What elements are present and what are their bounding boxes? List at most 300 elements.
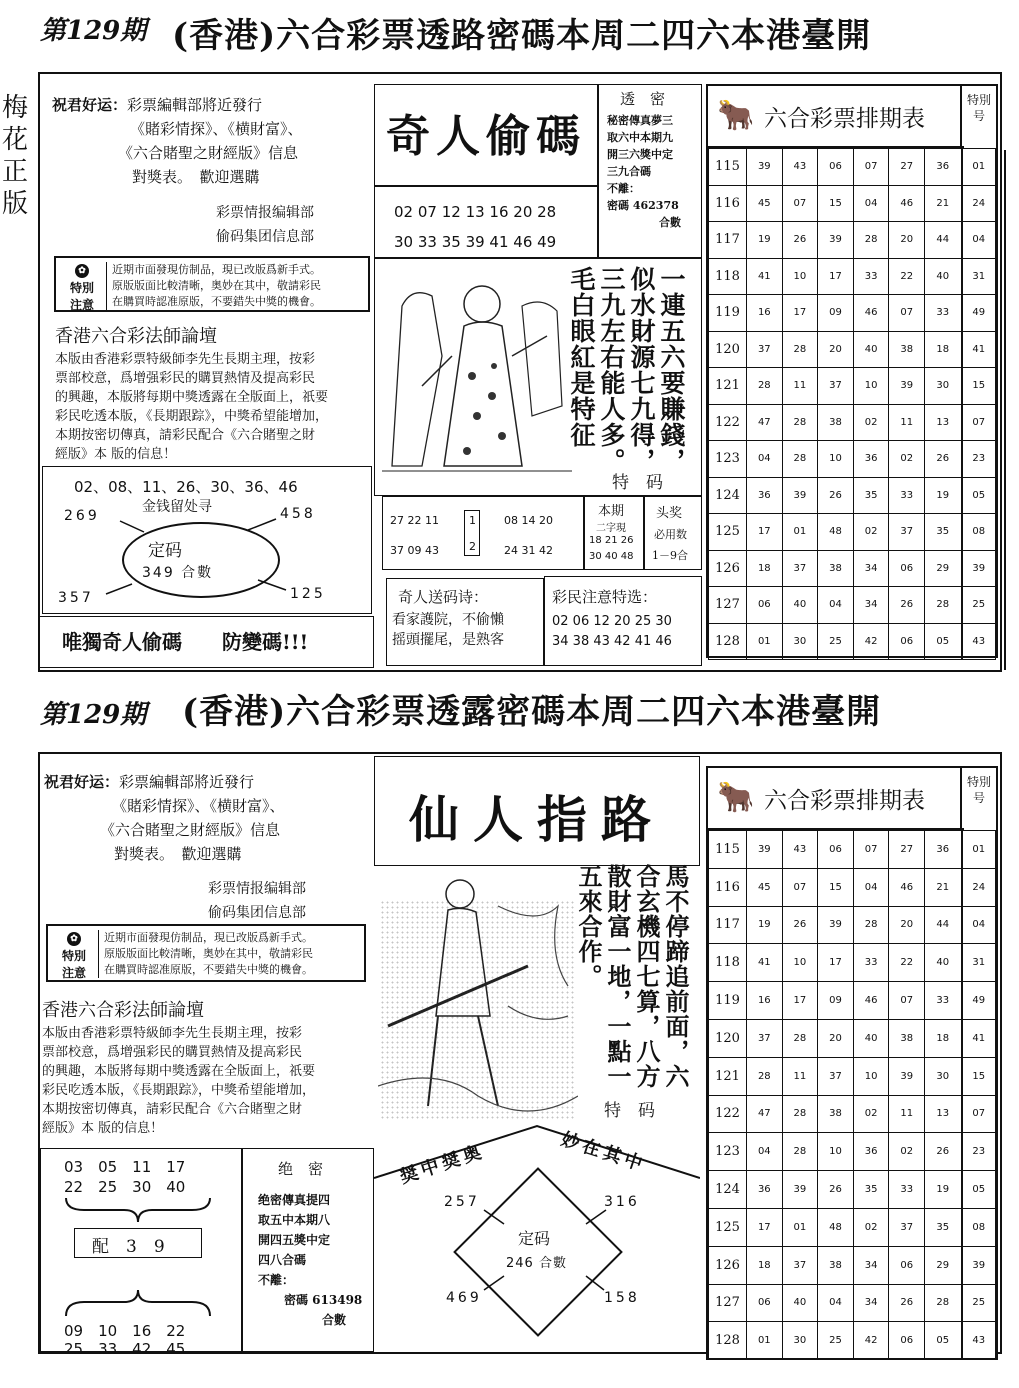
issue-cell: 119 [709,982,747,1020]
number-cell: 02 [889,441,925,478]
special-cell: 31 [962,944,996,982]
number-cell: 40 [853,331,889,368]
number-cell: 17 [747,514,783,551]
issue-cell: 118 [709,944,747,982]
page-title-bottom: (香港)六合彩票透露密碼本周二四六本港臺開 [182,692,882,732]
draw-row [709,331,996,368]
number-cell: 28 [782,1095,818,1133]
number-cell: 17 [747,1208,783,1246]
corner-num-bl: 357 [58,590,94,606]
notice-box-bottom: ✿ 特別 注意 近期市面發現仿制品，現已改版爲新手式。 原版版面比較清晰，奥妙在其中，敬請彩民 在購買時認准原版，不要錯失中獎的機會。 [46,924,366,982]
number-cell: 36 [853,1133,889,1171]
number-cell: 36 [925,831,962,869]
issue-cell: 117 [709,222,747,259]
number-cell: 04 [747,441,783,478]
special-cell: 07 [962,1095,996,1133]
notice-box: ✿ 特別 注意 近期市面發現仿制品，現已改版爲新手式。 原版版面比較清晰，奥妙在其中，敬請彩民 在購買時認准原版，不要錯失中獎的機會。 [54,256,370,312]
ox-logo-icon: 🐂 [717,780,755,815]
special-cell: 24 [962,185,996,222]
number-cell: 40 [853,1019,889,1057]
ox-logo-icon: 🐂 [717,98,755,133]
number-cell: 36 [747,477,783,514]
number-cell: 33 [853,258,889,295]
number-cell: 18 [747,1246,783,1284]
number-cell: 36 [925,149,962,186]
number-cell: 38 [818,1095,854,1133]
group-a-row2: 22 25 30 40 [64,1178,186,1196]
mini-right-1: 08 14 20 [504,514,553,527]
number-cell: 16 [747,982,783,1020]
number-cell: 06 [889,1322,925,1360]
issue-cell: 123 [709,1133,747,1171]
special-cell: 49 [962,982,996,1020]
number-cell: 40 [782,1284,818,1322]
number-cell: 39 [782,1171,818,1209]
draw-row [709,149,996,186]
notice-badge: ✿ 特別 注意 [69,266,94,312]
number-cell: 17 [818,258,854,295]
number-cell: 18 [925,1019,962,1057]
this-period-sub: 二字現 [596,523,626,534]
number-cell: 06 [889,1246,925,1284]
draw-row [709,222,996,259]
special-cell: 23 [962,1133,996,1171]
fixed-label: 定码 [148,541,182,561]
number-cell: 37 [747,1019,783,1057]
number-cell: 37 [889,1208,925,1246]
wish-block-bottom: 祝君好运：彩票編輯部將近發行 《賭彩情探》、《横財富》、 《六合賭聖之財經版》信息 對獎表。 歡迎選購 [44,773,285,863]
draw-row [709,185,996,222]
match-numbers: 配 3 9 [92,1237,165,1257]
number-cell: 11 [782,368,818,405]
number-cell: 34 [853,1246,889,1284]
number-cell: 38 [889,331,925,368]
number-cell: 19 [925,477,962,514]
special-cell: 24 [962,868,996,906]
this-period-title: 本期 [598,504,625,519]
number-cell: 26 [889,587,925,624]
number-cell: 07 [889,295,925,332]
special-cell: 41 [962,331,996,368]
number-cell: 28 [782,331,818,368]
number-cell: 19 [747,222,783,259]
draw-row [709,477,996,514]
number-cell: 06 [889,623,925,660]
center-numbers-row2: 30 33 35 39 41 46 49 [394,233,557,251]
number-cell: 40 [782,587,818,624]
number-cell: 13 [925,1095,962,1133]
special-cell: 39 [962,550,996,587]
number-cell: 33 [889,477,925,514]
credit-editorial: 彩票情报编辑部 [216,205,314,221]
corner-num-bottom-tr: 316 [604,1194,640,1210]
number-cell: 41 [747,258,783,295]
number-cell: 28 [925,1284,962,1322]
head-prize-sub: 必用数 [654,528,687,541]
number-cell: 33 [889,1171,925,1209]
number-cell: 41 [747,944,783,982]
number-cell: 04 [853,185,889,222]
issue-number-bottom: 第129期 [40,700,147,730]
issue-cell: 127 [709,1284,747,1322]
issue-cell: 116 [709,868,747,906]
number-cell: 37 [889,514,925,551]
special-cell: 15 [962,1057,996,1095]
number-cell: 34 [853,1284,889,1322]
mini-numbers-box [382,496,584,570]
draw-row [709,1057,996,1095]
special-cell: 23 [962,441,996,478]
number-cell: 30 [782,623,818,660]
number-cell: 20 [818,331,854,368]
number-cell: 02 [853,1095,889,1133]
issue-cell: 120 [709,331,747,368]
number-cell: 28 [853,222,889,259]
number-cell: 10 [853,1057,889,1095]
draw-rows-bottom [708,830,996,1360]
number-cell: 28 [782,1019,818,1057]
number-cell: 04 [818,1284,854,1322]
special-cell: 43 [962,1322,996,1360]
number-cell: 34 [853,550,889,587]
special-cell: 08 [962,1208,996,1246]
number-cell: 07 [782,185,818,222]
secret-title: 透 密 [620,90,666,108]
special-cell: 31 [962,258,996,295]
number-cell: 28 [925,587,962,624]
number-cell: 28 [747,1057,783,1095]
number-cell: 19 [925,1171,962,1209]
number-cell: 01 [782,514,818,551]
number-cell: 39 [818,222,854,259]
number-cell: 04 [853,868,889,906]
issue-cell: 122 [709,1095,747,1133]
number-cell: 26 [925,1133,962,1171]
mini-left-1: 27 22 11 [390,514,439,527]
head-prize-range: 1－9合 [652,549,688,562]
poem-top-tag: 特 码 [612,473,663,493]
number-cell: 38 [818,404,854,441]
mini-mid-1: 1 [469,514,476,527]
number-cell: 48 [818,1208,854,1246]
issue-cell: 116 [709,185,747,222]
number-cell: 38 [818,550,854,587]
issue-cell: 125 [709,514,747,551]
draw-row [709,868,996,906]
number-cell: 01 [782,1208,818,1246]
number-cell: 02 [853,514,889,551]
issue-cell: 122 [709,404,747,441]
number-cell: 45 [747,185,783,222]
fixed-label-bottom: 定码 [518,1229,551,1248]
number-cell: 26 [818,477,854,514]
number-cell: 09 [818,295,854,332]
special-cell: 15 [962,368,996,405]
schedule-table-bottom: 🐂 六合彩票排期表 特別号 115 39 43 06 07 27 36 01 116 45 07 15 04 46 21 24 117 19 26 39 28 20 44 04 118 41 10 17 33 22 40 31 119 16 17 09 46 07 33 49 120 37 28 20 40 38 18 41 121 28 11 37 10 39 30 15 122 47 28 38 02 11 13 07 123 04 28 10 36 02 26 23 124 36 39 26 35 33 19 05 125 17 01 48 02 37 35 08 126 18 37 38 34 06 29 39 127 06 40 04 34 26 28 25 128 01 30 25 42 06 05 43 [706,766,998,1360]
number-cell: 11 [889,404,925,441]
number-cell: 26 [782,222,818,259]
number-cell: 46 [853,982,889,1020]
draw-row [709,1284,996,1322]
number-cell: 07 [853,831,889,869]
number-cell: 01 [747,623,783,660]
number-cell: 48 [818,514,854,551]
issue-cell: 123 [709,441,747,478]
forum-block-bottom: 香港六合彩法師論壇 本版由香港彩票特級師李先生長期主理，按彩 票部校意，爲增强彩民的購買熱情及提高彩民 的興趣，本版將每期中獎透露在全版面上，祇要 彩民吃透本版，《長期跟踪》，中獎希望能增加， 本期按密切傳真，請彩民配合《六合賭聖之財 經版》本 版的信息！ [42,1000,316,1136]
number-cell: 39 [747,831,783,869]
number-cell: 18 [925,331,962,368]
draw-row [709,441,996,478]
issue-cell: 124 [709,1171,747,1209]
number-cell: 02 [889,1133,925,1171]
number-cell: 17 [818,944,854,982]
issue-cell: 128 [709,1322,747,1360]
number-cell: 22 [889,258,925,295]
number-cell: 16 [747,295,783,332]
number-cell: 33 [853,944,889,982]
pick-row2: 34 38 43 42 41 46 [552,634,672,649]
number-cell: 38 [818,1246,854,1284]
number-cell: 36 [747,1171,783,1209]
number-cell: 40 [925,944,962,982]
issue-cell: 126 [709,1246,747,1284]
draw-row [709,404,996,441]
number-cell: 35 [925,1208,962,1246]
number-cell: 20 [818,1019,854,1057]
center-title: 奇人偷碼 [386,111,586,162]
number-cell: 37 [747,331,783,368]
number-cell: 25 [818,1322,854,1360]
banner-left: 奨中奨奥 [397,1140,488,1189]
number-cell: 19 [747,906,783,944]
number-cell: 21 [925,185,962,222]
draw-row [709,944,996,982]
number-cell: 10 [818,1133,854,1171]
number-cell: 07 [853,149,889,186]
number-cell: 37 [818,1057,854,1095]
draw-row [709,906,996,944]
this-period-row2: 30 40 48 [589,551,634,562]
corner-num-bottom-tl: 257 [444,1194,480,1210]
number-cell: 45 [747,868,783,906]
number-cell: 28 [782,404,818,441]
number-cell: 10 [853,368,889,405]
corner-num-bottom-bl: 469 [446,1290,482,1306]
page-title: (香港)六合彩票透路密碼本周二四六本港臺開 [172,16,872,56]
number-cell: 43 [782,831,818,869]
special-cell: 08 [962,514,996,551]
number-cell: 33 [925,295,962,332]
flower-icon: ✿ [67,932,81,946]
number-cell: 07 [782,868,818,906]
credit-editorial-bottom: 彩票情报编辑部 [208,881,306,897]
special-cell: 01 [962,831,996,869]
number-cell: 37 [782,550,818,587]
corner-num-bottom-br: 158 [604,1290,640,1306]
number-cell: 21 [925,868,962,906]
issue-cell: 121 [709,1057,747,1095]
special-cell: 05 [962,477,996,514]
number-cell: 46 [889,185,925,222]
schedule-table-top [706,84,998,658]
number-cell: 42 [853,623,889,660]
number-cell: 42 [853,1322,889,1360]
special-cell: 39 [962,1246,996,1284]
special-cell: 07 [962,404,996,441]
number-cell: 17 [782,295,818,332]
special-cell: 43 [962,623,996,660]
sage-illustration [378,866,578,1136]
number-cell: 10 [818,441,854,478]
number-cell: 06 [747,587,783,624]
number-cell: 26 [925,441,962,478]
draw-row [709,623,996,660]
number-cell: 18 [747,550,783,587]
number-cell: 20 [889,222,925,259]
draw-row [709,1246,996,1284]
number-cell: 05 [925,623,962,660]
riddle-text: 看家護院，不偷懶 摇頭擺尾，是熟客 [392,612,504,648]
mini-left-2: 37 09 43 [390,544,439,557]
fixed-caption: 金钱留处寻 [142,499,212,515]
draw-row [709,295,996,332]
fixed-numbers: 02、08、11、26、30、36、46 [74,478,298,496]
issue-cell: 118 [709,258,747,295]
number-cell: 35 [925,514,962,551]
draw-row [709,1208,996,1246]
special-cell: 49 [962,295,996,332]
number-cell: 47 [747,1095,783,1133]
number-cell: 26 [889,1284,925,1322]
number-cell: 35 [853,1171,889,1209]
number-cell: 11 [782,1057,818,1095]
number-cell: 06 [747,1284,783,1322]
issue-cell: 121 [709,368,747,405]
issue-cell: 119 [709,295,747,332]
number-cell: 37 [818,368,854,405]
number-cell: 38 [889,1019,925,1057]
issue-cell: 115 [709,149,747,186]
corner-num-tl: 269 [64,508,100,524]
group-b-row1: 09 10 16 22 [64,1322,186,1340]
number-cell: 44 [925,222,962,259]
fixed-arrows [42,466,372,614]
flower-icon: ✿ [75,264,89,278]
number-cell: 09 [818,982,854,1020]
secret-title-bottom: 绝 密 [278,1160,324,1178]
number-cell: 28 [782,441,818,478]
fixed-value-bottom: 246 合數 [506,1256,567,1271]
number-cell: 20 [889,906,925,944]
special-number-header: 特別号 [960,86,996,148]
mini-right-2: 24 31 42 [504,544,553,557]
number-cell: 01 [747,1322,783,1360]
center-title-bottom: 仙人指路 [409,790,665,849]
issue-number: 第129期 [40,16,147,46]
special-cell: 01 [962,149,996,186]
mini-mid-2: 2 [469,540,476,553]
pick-title: 彩民注意特选： [552,588,658,606]
draw-row [709,550,996,587]
adjacent-page-edge [1004,150,1019,670]
special-cell: 25 [962,1284,996,1322]
poem-bottom: 馬不停蹄追前面，六合玄機四七算，八方散財富一地，一點一五來合作。 [574,864,690,1089]
credit-group: 偷码集团信息部 [216,229,314,245]
number-cell: 10 [782,258,818,295]
notice-badge-bottom: ✿ 特別 注意 [61,934,86,980]
number-cell: 33 [925,982,962,1020]
number-cell: 26 [818,1171,854,1209]
number-cell: 46 [853,295,889,332]
slogan: 唯獨奇人偷碼 防變碼!!! [62,630,309,654]
head-prize-title: 头奖 [656,506,683,521]
number-cell: 11 [889,1095,925,1133]
number-cell: 30 [782,1322,818,1360]
edition-label: 梅 花 正 版 [1,93,28,219]
draw-row [709,1322,996,1360]
issue-cell: 120 [709,1019,747,1057]
draw-row [709,1133,996,1171]
poem-bottom-tag: 特 码 [604,1101,655,1121]
poem-top: 一連五六要賺錢，似水財源七九得，三九左右能人多。毛白眼紅是特征 [567,266,686,474]
number-cell: 04 [818,587,854,624]
number-cell: 39 [818,906,854,944]
number-cell: 27 [889,149,925,186]
corner-num-br: 125 [290,586,326,602]
number-cell: 02 [853,1208,889,1246]
number-cell: 46 [889,868,925,906]
this-period-row1: 18 21 26 [589,535,634,546]
draw-row [709,587,996,624]
number-cell: 39 [782,477,818,514]
draw-row [709,1019,996,1057]
number-cell: 36 [853,441,889,478]
secret-text-bottom: 绝密傳真提四 取五中本期八 開四五獎中定 四八合碼 不離： 密碼 613498 合數 [258,1193,363,1327]
number-cell: 40 [925,258,962,295]
draw-rows [708,148,996,660]
issue-cell: 127 [709,587,747,624]
number-cell: 06 [889,550,925,587]
number-cell: 34 [853,587,889,624]
number-cell: 28 [853,906,889,944]
special-cell: 25 [962,587,996,624]
draw-row [709,368,996,405]
number-cell: 15 [818,868,854,906]
riddle-title: 奇人送码诗： [398,588,489,606]
number-cell: 28 [747,368,783,405]
number-cell: 02 [853,404,889,441]
number-cell: 22 [889,944,925,982]
draw-row [709,831,996,869]
number-cell: 15 [818,185,854,222]
number-cell: 39 [889,368,925,405]
number-cell: 04 [747,1133,783,1171]
number-cell: 17 [782,982,818,1020]
number-cell: 06 [818,149,854,186]
number-cell: 47 [747,404,783,441]
number-cell: 35 [853,477,889,514]
fixed-value: 349 合數 [142,565,214,581]
forum-title: 香港六合彩法師論壇 [55,326,217,347]
number-cell: 05 [925,1322,962,1360]
center-numbers-row1: 02 07 12 13 16 20 28 [394,203,557,221]
schedule-title: 六合彩票排期表 [764,105,925,132]
group-b-row2: 25 33 42 45 [64,1340,186,1358]
special-cell: 05 [962,1171,996,1209]
group-braces [64,1196,214,1336]
forum-block: 香港六合彩法師論壇 本版由香港彩票特級師李先生長期主理，按彩 票部校意，爲增强彩民的購買熱情及提高彩民 的興趣，本版將每期中獎透露在全版面上，祇要 彩民吃透本版，《長期跟踪》，中獎希望能增加， 本期按密切傳真，請彩民配合《六合賭聖之財 經版》本 版的信息！ [55,322,373,464]
wish-block: 祝君好运：彩票編輯部將近發行 《賭彩情探》、《横財富》、 《六合賭聖之財經版》信息 對獎表。 歡迎選購 [52,96,303,186]
